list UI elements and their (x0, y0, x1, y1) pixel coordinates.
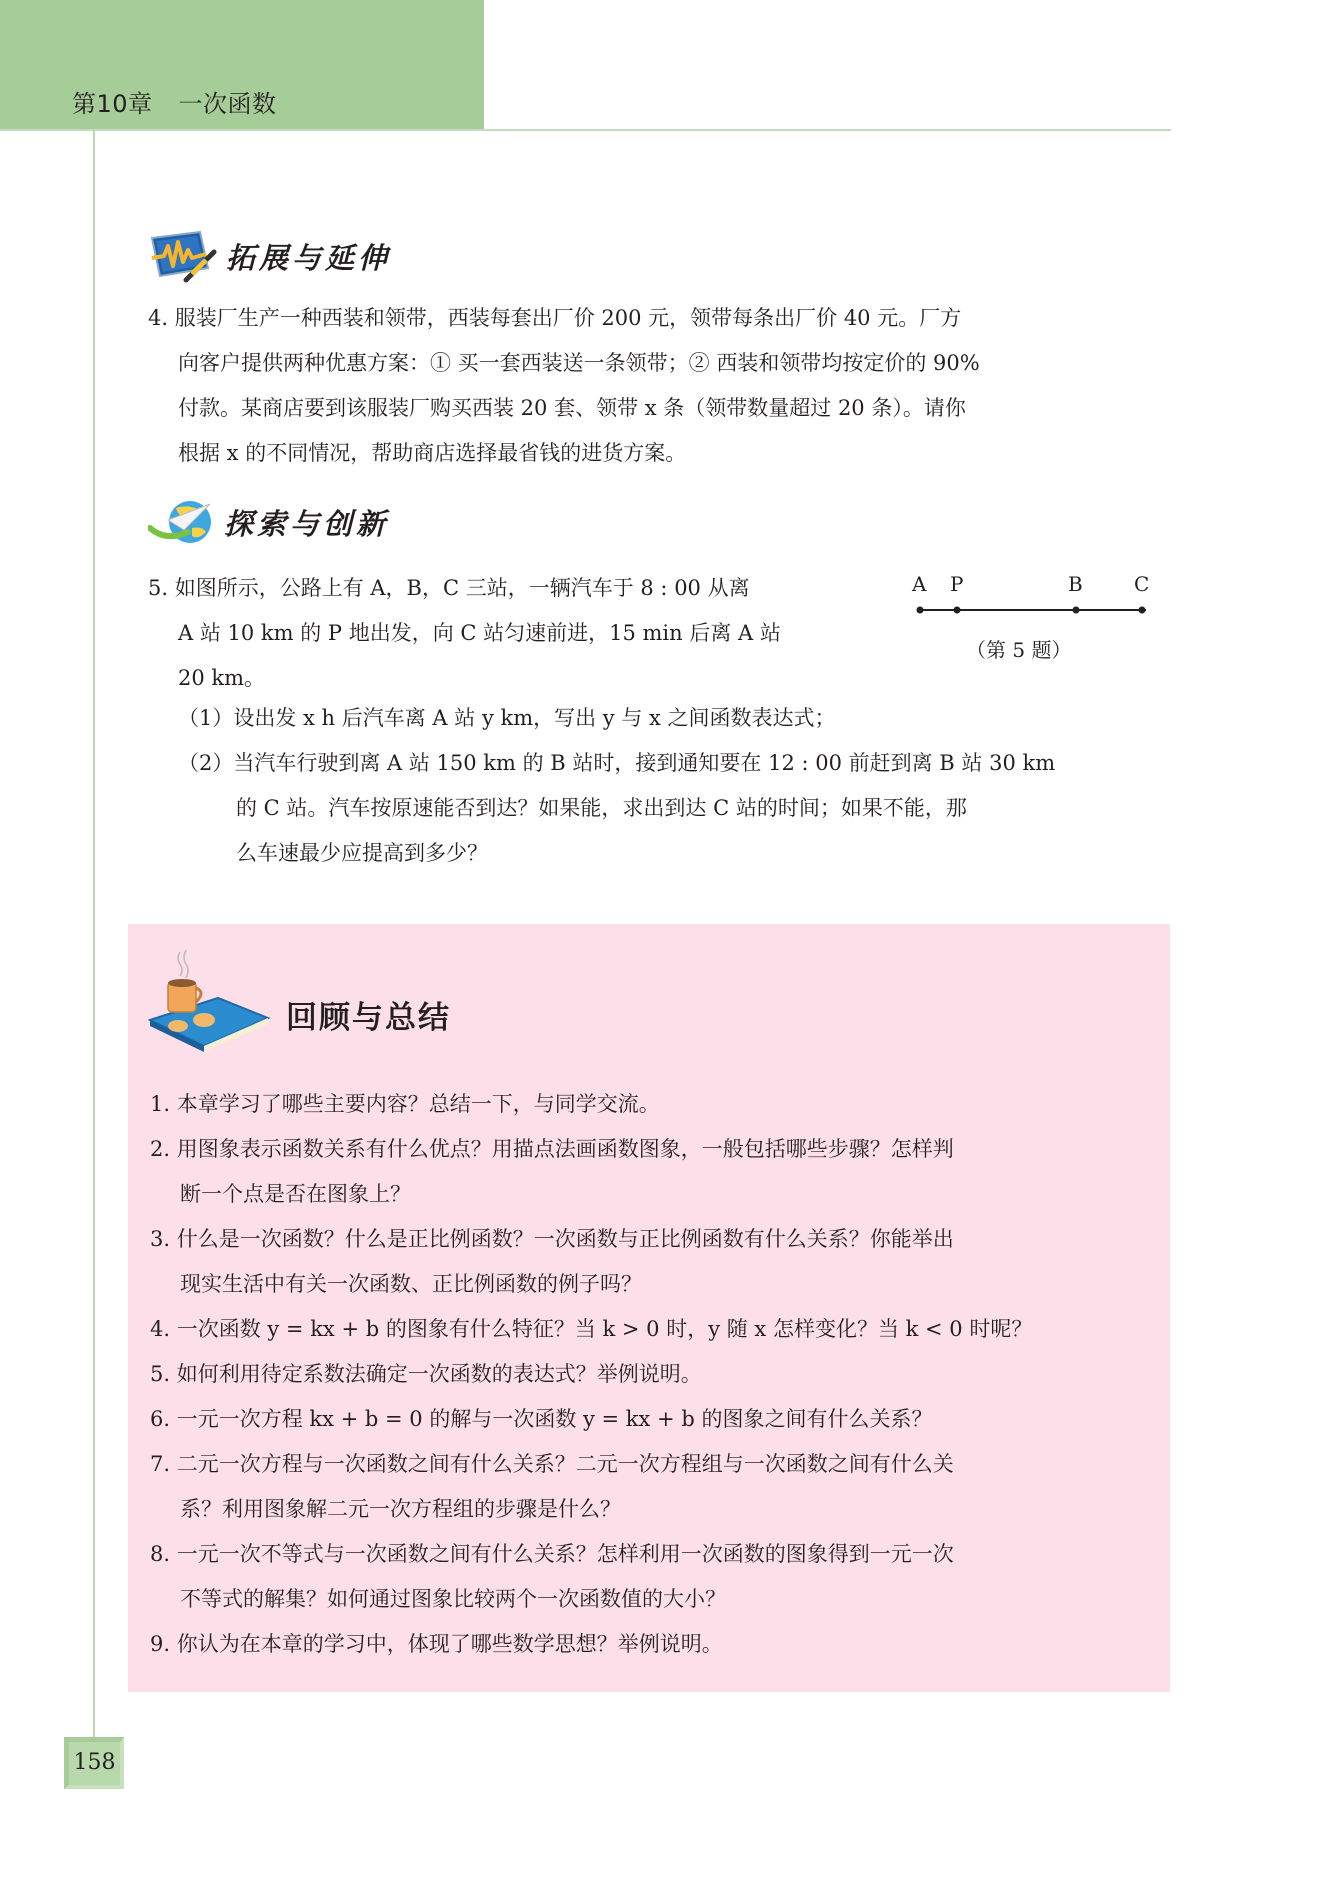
review-item: 6. 一元一次方程 kx + b = 0 的解与一次函数 y = kx + b 的图象之间有什么关系？ (150, 1407, 933, 1431)
page-number: 158 (64, 1737, 124, 1789)
point-label-p: P (950, 572, 964, 596)
problem-4-line: 付款。某商店要到该服装厂购买西装 20 套、领带 x 条（领带数量超过 20 条）。请你 (178, 396, 966, 420)
problem-4-line: 根据 x 的不同情况，帮助商店选择最省钱的进货方案。 (178, 441, 687, 465)
problem-4 (148, 296, 1158, 476)
review-item-continuation: 现实生活中有关一次函数、正比例函数的例子吗？ (180, 1272, 642, 1296)
problem-5-subquestions (148, 696, 1158, 876)
section-exploration-title: 探索与创新 (224, 506, 390, 541)
review-question-list (150, 1082, 1160, 1667)
review-item: 5. 如何利用待定系数法确定一次函数的表达式？举例说明。 (150, 1362, 702, 1386)
subquestion-2-line: （2）当汽车行驶到离 A 站 150 km 的 B 站时，接到通知要在 12 : 00 前赶到离 B 站 30 km (178, 751, 1056, 775)
review-item-continuation: 系？利用图象解二元一次方程组的步骤是什么？ (180, 1497, 621, 1521)
point-label-b: B (1068, 572, 1083, 596)
review-item-continuation: 断一个点是否在图象上？ (180, 1182, 411, 1206)
point-label-a: A (912, 572, 927, 596)
chapter-heading (72, 84, 277, 119)
margin-divider (93, 130, 95, 1750)
review-item: 3. 什么是一次函数？什么是正比例函数？一次函数与正比例函数有什么关系？你能举出 (150, 1227, 954, 1251)
review-item-continuation: 不等式的解集？如何通过图象比较两个一次函数值的大小？ (180, 1587, 726, 1611)
problem-5-line: A 站 10 km 的 P 地出发，向 C 站匀速前进，15 min 后离 A 站 (178, 621, 781, 645)
section-exploration-heading (148, 498, 389, 546)
section-extension-title: 拓展与延伸 (226, 240, 392, 275)
road-line-diagram (906, 568, 1156, 628)
problem-4-line: 4. 服装厂生产一种西装和领带，西装每套出厂价 200 元，领带每条出厂价 40 元。厂方 (148, 306, 962, 330)
review-title: 回顾与总结 (286, 1000, 451, 1036)
problem-5 (148, 566, 888, 701)
review-item: 8. 一元一次不等式与一次函数之间有什么关系？怎样利用一次函数的图象得到一元一次 (150, 1542, 954, 1566)
problem-5-line: 20 km。 (178, 666, 266, 690)
point-label-c: C (1134, 572, 1150, 596)
chapter-title: 一次函数 (178, 90, 277, 118)
review-item: 1. 本章学习了哪些主要内容？总结一下，与同学交流。 (150, 1092, 660, 1116)
globe-paper-plane-icon (148, 498, 216, 546)
review-item: 9. 你认为在本章的学习中，体现了哪些数学思想？举例说明。 (150, 1632, 723, 1656)
problem-5-line: 5. 如图所示，公路上有 A，B，C 三站，一辆汽车于 8 : 00 从离 (148, 576, 750, 600)
review-item: 4. 一次函数 y = kx + b 的图象有什么特征？当 k > 0 时，y 随 x 怎样变化？当 k < 0 时呢？ (150, 1317, 1033, 1341)
problem-5-figure (906, 568, 1156, 668)
subquestion-2-line: 么车速最少应提高到多少？ (236, 841, 488, 865)
review-item: 2. 用图象表示函数关系有什么优点？用描点法画函数图象，一般包括哪些步骤？怎样判 (150, 1137, 954, 1161)
figure-caption: （第 5 题） (966, 638, 1072, 662)
subquestion-1: （1）设出发 x h 后汽车离 A 站 y km，写出 y 与 x 之间函数表达式； (178, 706, 836, 730)
problem-4-line: 向客户提供两种优惠方案：① 买一套西装送一条领带；② 西装和领带均按定价的 90% (178, 351, 980, 375)
chart-pen-icon (148, 228, 218, 284)
chapter-number: 第10章 (72, 90, 153, 118)
header-divider (0, 129, 1171, 131)
book-coffee-icon (148, 948, 272, 1052)
review-item: 7. 二元一次方程与一次函数之间有什么关系？二元一次方程组与一次函数之间有什么关 (150, 1452, 954, 1476)
subquestion-2-line: 的 C 站。汽车按原速能否到达？如果能，求出到达 C 站的时间；如果不能，那 (236, 796, 967, 820)
section-extension-heading (148, 228, 391, 284)
